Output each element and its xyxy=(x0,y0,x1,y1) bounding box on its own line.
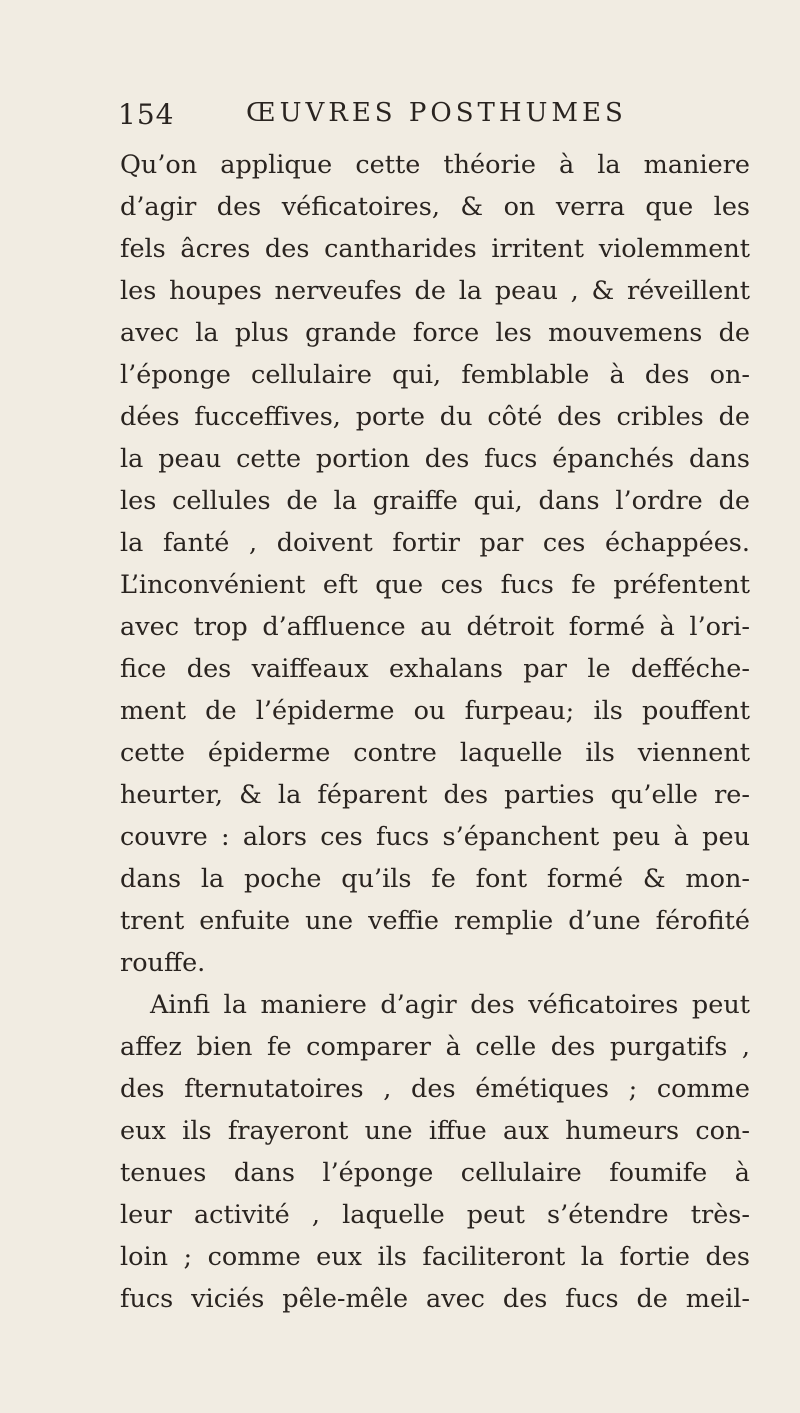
page-number: 154 xyxy=(118,98,175,131)
text-line: cette épiderme contre laquelle ils viennent xyxy=(120,738,750,768)
text-line: des fternutatoires , des émétiques ; comme xyxy=(120,1074,750,1104)
text-line: les cellules de la graiffe qui, dans l’ordre de xyxy=(120,486,750,516)
text-line: ment de l’épiderme ou furpeau; ils pouffent xyxy=(120,696,750,726)
text-line: fels âcres des cantharides irritent violemment xyxy=(120,234,750,264)
page-header xyxy=(118,96,678,142)
text-line: heurter, & la féparent des parties qu’elle re- xyxy=(120,780,750,810)
text-line: affez bien fe comparer à celle des purgatifs , xyxy=(120,1032,750,1062)
text-line: la fanté , doivent fortir par ces échappées. xyxy=(120,528,750,558)
text-line: L’inconvénient eft que ces fucs fe préfentent xyxy=(120,570,750,600)
paragraph-1 xyxy=(120,144,750,984)
text-line: Qu’on applique cette théorie à la maniere xyxy=(120,150,750,180)
text-line: l’éponge cellulaire qui, femblable à des on- xyxy=(120,360,750,390)
text-line: leur activité , laquelle peut s’étendre très- xyxy=(120,1200,750,1230)
text-line: Ainfi la maniere d’agir des véficatoires peut xyxy=(150,990,750,1020)
running-title: ŒUVRES POSTHUMES xyxy=(246,98,627,128)
text-line: fice des vaiffeaux exhalans par le defféche- xyxy=(120,654,750,684)
text-line: dées fucceffives, porte du côté des cribles de xyxy=(120,402,750,432)
text-line: les houpes nerveufes de la peau , & réveillent xyxy=(120,276,750,306)
text-line: avec trop d’affluence au détroit formé à l’ori- xyxy=(120,612,750,642)
text-line: la peau cette portion des fucs épanchés dans xyxy=(120,444,750,474)
text-line: couvre : alors ces fucs s’épanchent peu à peu xyxy=(120,822,750,852)
text-line: rouffe. xyxy=(120,948,206,978)
text-line: dans la poche qu’ils fe font formé & mon- xyxy=(120,864,750,894)
text-line: tenues dans l’éponge cellulaire foumife à xyxy=(120,1158,750,1188)
text-line: loin ; comme eux ils faciliteront la fortie des xyxy=(120,1242,750,1272)
body-text xyxy=(120,144,750,1320)
text-line: fucs viciés pêle-mêle avec des fucs de meil- xyxy=(120,1284,750,1314)
text-line: avec la plus grande force les mouvemens de xyxy=(120,318,750,348)
paragraph-2 xyxy=(120,984,750,1320)
text-line: trent enfuite une veffie remplie d’une férofité xyxy=(120,906,750,936)
text-line: d’agir des véficatoires, & on verra que les xyxy=(120,192,750,222)
text-line: eux ils frayeront une iffue aux humeurs con- xyxy=(120,1116,750,1146)
